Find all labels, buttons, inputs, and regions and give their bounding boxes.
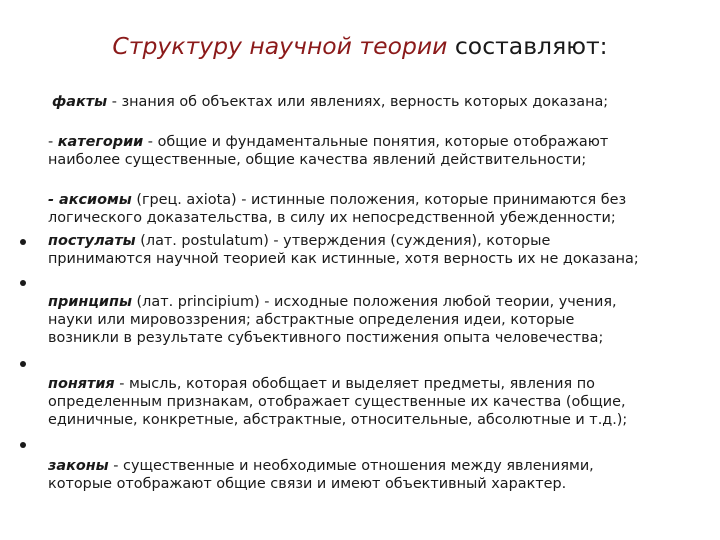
page-title xyxy=(0,30,720,62)
list-item-categories xyxy=(48,133,708,169)
term-facts: факты xyxy=(52,94,108,110)
list-item-principles xyxy=(48,293,708,347)
item-text: (грец. axiota) - истинные положения, которые принимаются без xyxy=(131,192,627,208)
list-item-laws xyxy=(48,457,708,493)
item-text: - мысль, которая обобщает и выделяет предметы, явления по xyxy=(114,376,595,392)
term-axioms: - аксиомы xyxy=(48,192,132,208)
term-laws: законы xyxy=(48,458,109,474)
term-concepts: понятия xyxy=(48,376,115,392)
title-rest: составляют: xyxy=(447,32,608,60)
item-prefix: - xyxy=(48,134,58,150)
item-line xyxy=(48,293,708,311)
item-line: определенным признакам, отображает существенные их качества (общие, xyxy=(48,394,626,410)
item-text: - существенные и необходимые отношения между явлениями, xyxy=(108,458,594,474)
item-line: возникли в результате субъективного постижения опыта человечества; xyxy=(48,330,604,346)
item-line xyxy=(48,375,708,393)
item-line: логического доказательства, в силу их непосредственной убежденности; xyxy=(48,210,616,226)
list-item-postulates xyxy=(48,232,708,268)
bullet-icon xyxy=(20,280,26,286)
item-line: которые отображают общие связи и имеют объективный характер. xyxy=(48,476,567,492)
item-line xyxy=(48,232,708,250)
term-postulates: постулаты xyxy=(48,233,136,249)
item-line xyxy=(48,191,708,209)
list-item-axioms xyxy=(48,191,708,227)
title-highlight: Структуру научной теории xyxy=(112,32,448,60)
term-categories: категории xyxy=(57,134,144,150)
item-line xyxy=(48,457,708,475)
item-text: - общие и фундаментальные понятия, которые отображают xyxy=(143,134,609,150)
item-line: науки или мировоззрения; абстрактные определения идеи, которые xyxy=(48,312,575,328)
item-text: (лат. principium) - исходные положения любой теории, учения, xyxy=(131,294,617,310)
item-text: - знания об объектах или явлениях, верность которых доказана; xyxy=(107,94,609,110)
bullet-icon xyxy=(20,442,26,448)
item-line xyxy=(48,133,708,151)
item-line: единичные, конкретные, абстрактные, относительные, абсолютные и т.д.); xyxy=(48,412,628,428)
item-line xyxy=(52,93,712,111)
item-line: принимаются научной теорией как истинные, хотя верность их не доказана; xyxy=(48,251,639,267)
bullet-icon xyxy=(20,239,26,245)
list-item-concepts xyxy=(48,375,708,429)
bullet-icon xyxy=(20,361,26,367)
term-principles: принципы xyxy=(48,294,132,310)
list-item-facts xyxy=(52,93,712,111)
item-line: наиболее существенные, общие качества явлений действительности; xyxy=(48,152,587,168)
item-text: (лат. postulatum) - утверждения (суждения), которые xyxy=(135,233,551,249)
